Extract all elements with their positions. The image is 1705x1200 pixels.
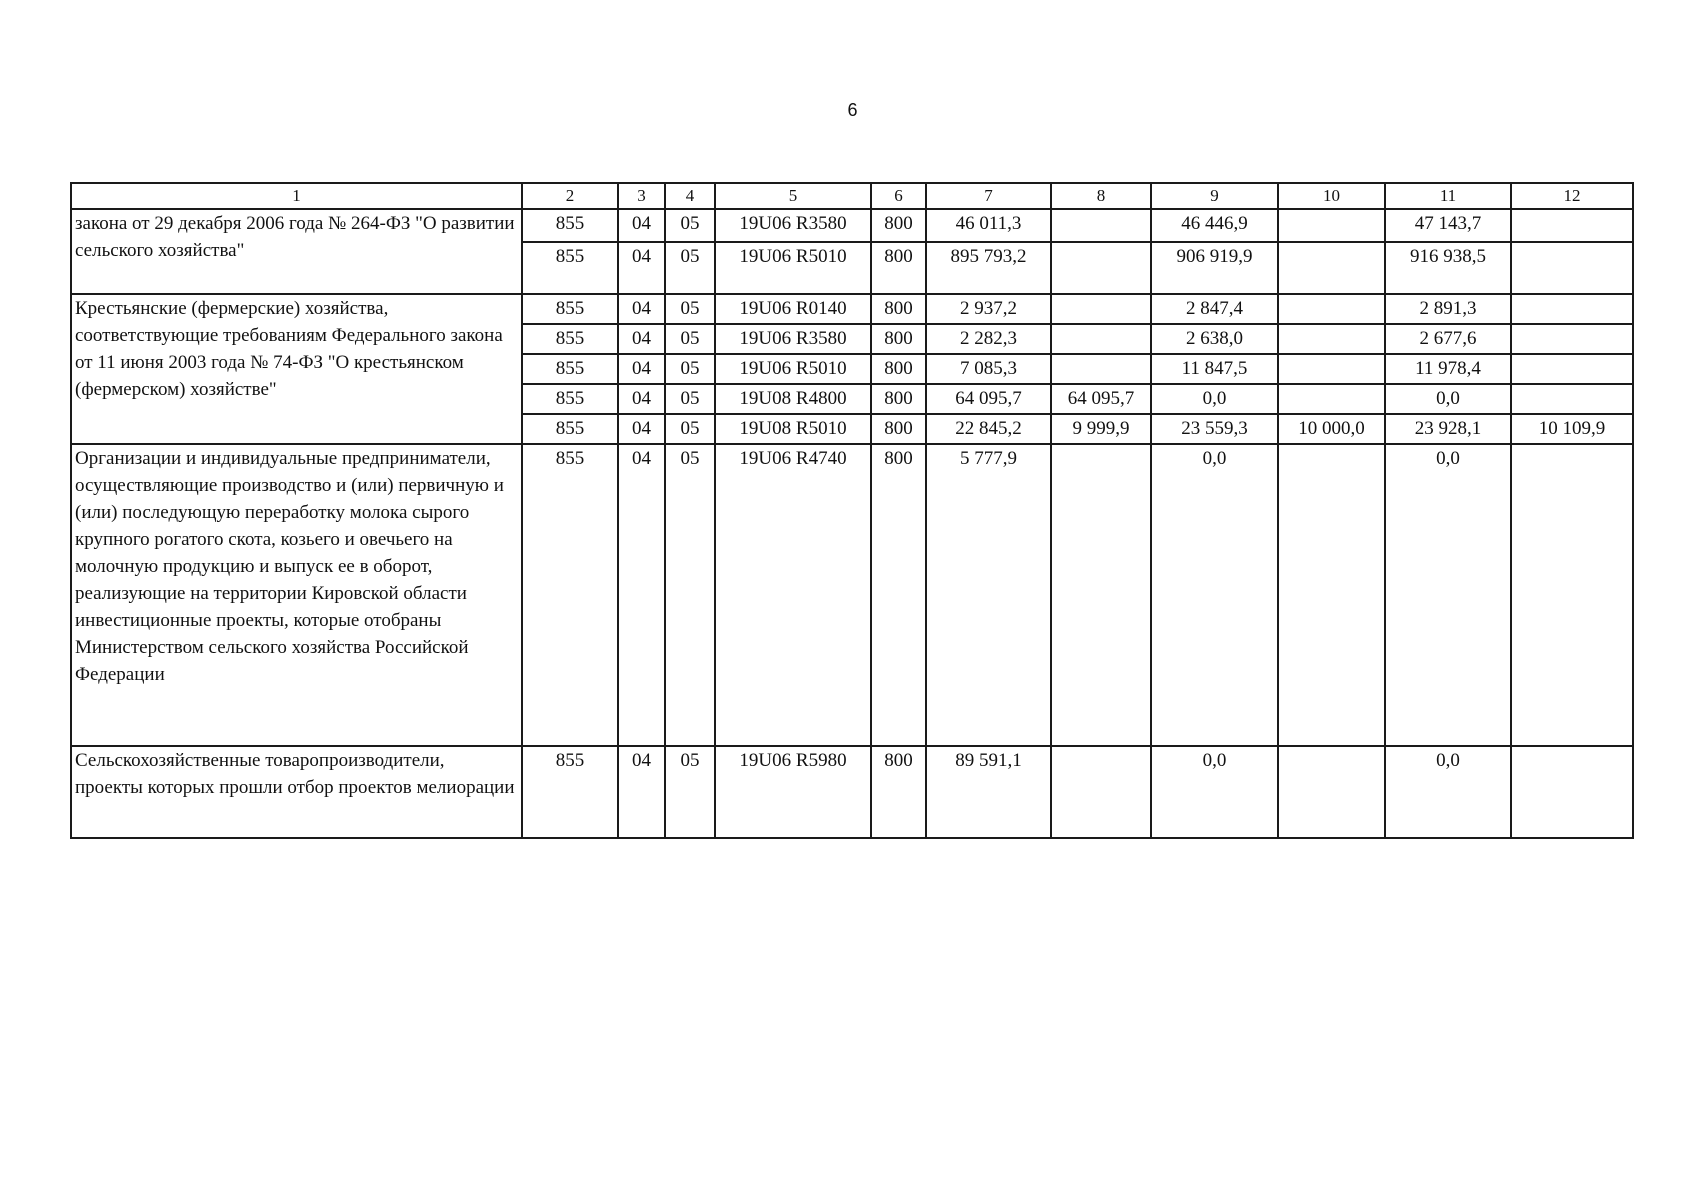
table-cell: 04 <box>618 209 665 242</box>
row-description: Крестьянские (фермерские) хозяйства, соответствующие требованиям Федерального закона от 11 июня 2003 года № 74-ФЗ "О крестьянском (фермерском) хозяйстве" <box>71 294 522 444</box>
table-cell: 04 <box>618 354 665 384</box>
table-cell: 7 085,3 <box>926 354 1051 384</box>
table-cell: 19U06 R0140 <box>715 294 871 324</box>
table-cell <box>1278 242 1385 294</box>
table-cell: 04 <box>618 444 665 746</box>
table-row <box>71 746 1633 838</box>
table-cell <box>1278 209 1385 242</box>
column-header: 4 <box>665 183 715 209</box>
table-cell: 855 <box>522 414 618 444</box>
column-header: 1 <box>71 183 522 209</box>
table-cell: 855 <box>522 294 618 324</box>
table-cell: 05 <box>665 414 715 444</box>
column-header: 6 <box>871 183 926 209</box>
table-cell: 19U06 R3580 <box>715 209 871 242</box>
table-cell: 46 011,3 <box>926 209 1051 242</box>
table-cell: 04 <box>618 324 665 354</box>
table-cell: 23 559,3 <box>1151 414 1278 444</box>
table-cell: 800 <box>871 384 926 414</box>
table-cell <box>1051 242 1151 294</box>
table-cell: 11 978,4 <box>1385 354 1511 384</box>
table-cell: 906 919,9 <box>1151 242 1278 294</box>
table-cell <box>1511 294 1633 324</box>
table-cell: 05 <box>665 242 715 294</box>
table-cell: 855 <box>522 746 618 838</box>
column-header: 11 <box>1385 183 1511 209</box>
table-cell: 2 677,6 <box>1385 324 1511 354</box>
table-cell: 10 109,9 <box>1511 414 1633 444</box>
table-cell <box>1051 444 1151 746</box>
table-cell: 800 <box>871 414 926 444</box>
table-cell: 895 793,2 <box>926 242 1051 294</box>
table-cell <box>1051 324 1151 354</box>
table-cell: 855 <box>522 242 618 294</box>
table-cell: 9 999,9 <box>1051 414 1151 444</box>
table-cell: 2 847,4 <box>1151 294 1278 324</box>
table-cell <box>1511 444 1633 746</box>
table-cell: 04 <box>618 384 665 414</box>
table-cell: 2 638,0 <box>1151 324 1278 354</box>
table-cell: 5 777,9 <box>926 444 1051 746</box>
row-description: Сельскохозяйственные товаропроизводители, проекты которых прошли отбор проектов мелиорации <box>71 746 522 838</box>
budget-table <box>70 182 1634 839</box>
column-header: 9 <box>1151 183 1278 209</box>
table-cell: 05 <box>665 294 715 324</box>
table-cell <box>1511 209 1633 242</box>
table-cell: 04 <box>618 242 665 294</box>
column-header: 12 <box>1511 183 1633 209</box>
column-header: 10 <box>1278 183 1385 209</box>
table-cell <box>1278 444 1385 746</box>
table-cell <box>1511 242 1633 294</box>
column-header: 8 <box>1051 183 1151 209</box>
table-cell <box>1051 209 1151 242</box>
table-cell: 800 <box>871 746 926 838</box>
table-cell: 04 <box>618 414 665 444</box>
table-cell: 47 143,7 <box>1385 209 1511 242</box>
table-cell: 19U06 R5010 <box>715 354 871 384</box>
row-description: Организации и индивидуальные предприниматели, осуществляющие производство и (или) первичную и (или) последующую переработку молока сырого крупного рогатого скота, козьего и овечьего на молочную продукцию и выпуск ее в оборот, реализующие на территории Кировской области инвестиционные проекты, которые отобраны Министерством сельского хозяйства Российской Федерации <box>71 444 522 746</box>
table-cell: 05 <box>665 746 715 838</box>
table-cell: 64 095,7 <box>1051 384 1151 414</box>
page-number: 6 <box>847 100 858 120</box>
table-cell: 19U06 R5010 <box>715 242 871 294</box>
table-cell: 800 <box>871 294 926 324</box>
table-cell: 19U08 R4800 <box>715 384 871 414</box>
table-cell <box>1278 354 1385 384</box>
table-cell: 10 000,0 <box>1278 414 1385 444</box>
table-cell: 800 <box>871 354 926 384</box>
table-cell: 855 <box>522 324 618 354</box>
table-cell: 0,0 <box>1151 746 1278 838</box>
table-row <box>71 444 1633 746</box>
table-cell <box>1051 294 1151 324</box>
table-cell: 0,0 <box>1151 444 1278 746</box>
table-cell <box>1511 324 1633 354</box>
table-cell: 19U06 R4740 <box>715 444 871 746</box>
table-cell <box>1051 354 1151 384</box>
column-header: 3 <box>618 183 665 209</box>
table-cell: 19U08 R5010 <box>715 414 871 444</box>
table-cell <box>1278 324 1385 354</box>
table-cell: 64 095,7 <box>926 384 1051 414</box>
table-cell: 0,0 <box>1151 384 1278 414</box>
table-cell: 855 <box>522 384 618 414</box>
table-cell: 855 <box>522 444 618 746</box>
table-cell: 23 928,1 <box>1385 414 1511 444</box>
table-cell: 05 <box>665 354 715 384</box>
table-cell: 05 <box>665 324 715 354</box>
table-cell: 05 <box>665 444 715 746</box>
table-cell: 916 938,5 <box>1385 242 1511 294</box>
table-cell: 855 <box>522 209 618 242</box>
table-cell: 800 <box>871 324 926 354</box>
table-cell: 800 <box>871 444 926 746</box>
table-cell: 800 <box>871 209 926 242</box>
column-header: 5 <box>715 183 871 209</box>
table-cell <box>1511 746 1633 838</box>
table-cell: 19U06 R3580 <box>715 324 871 354</box>
column-header: 2 <box>522 183 618 209</box>
column-number-row <box>71 183 1633 209</box>
table-cell <box>1511 354 1633 384</box>
table-row <box>71 294 1633 324</box>
table-cell <box>1511 384 1633 414</box>
table-cell: 0,0 <box>1385 746 1511 838</box>
table-cell <box>1278 294 1385 324</box>
table-cell: 2 282,3 <box>926 324 1051 354</box>
table-cell: 0,0 <box>1385 384 1511 414</box>
row-description: закона от 29 декабря 2006 года № 264-ФЗ "О развитии сельского хозяйства" <box>71 209 522 294</box>
table-cell: 0,0 <box>1385 444 1511 746</box>
table-cell: 855 <box>522 354 618 384</box>
table-cell <box>1278 746 1385 838</box>
table-cell <box>1278 384 1385 414</box>
table-cell: 2 891,3 <box>1385 294 1511 324</box>
table-cell: 22 845,2 <box>926 414 1051 444</box>
table-cell: 89 591,1 <box>926 746 1051 838</box>
table-cell <box>1051 746 1151 838</box>
table-cell: 19U06 R5980 <box>715 746 871 838</box>
table-row <box>71 209 1633 242</box>
column-header: 7 <box>926 183 1051 209</box>
table-cell: 05 <box>665 384 715 414</box>
table-cell: 04 <box>618 746 665 838</box>
table-cell: 04 <box>618 294 665 324</box>
table-cell: 05 <box>665 209 715 242</box>
table-cell: 2 937,2 <box>926 294 1051 324</box>
table-cell: 46 446,9 <box>1151 209 1278 242</box>
table-cell: 800 <box>871 242 926 294</box>
table-cell: 11 847,5 <box>1151 354 1278 384</box>
